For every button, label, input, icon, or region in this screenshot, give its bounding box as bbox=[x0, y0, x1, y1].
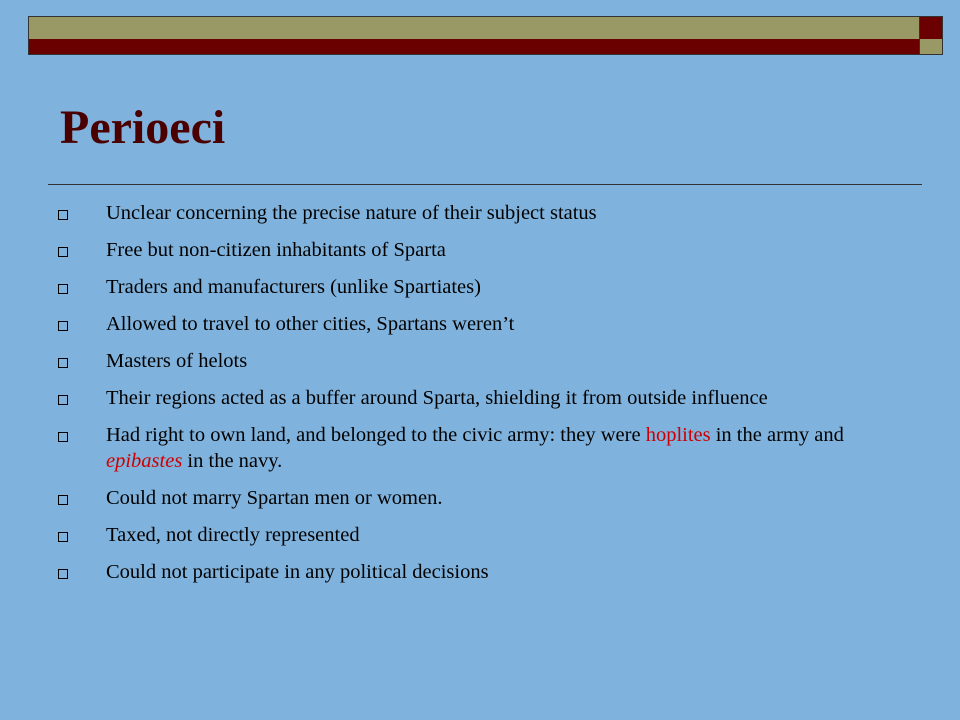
list-item bbox=[58, 422, 918, 474]
bullet-text-part: in the army and bbox=[710, 424, 844, 446]
list-item bbox=[58, 559, 918, 585]
header-bar-maroon bbox=[28, 39, 920, 55]
list-item bbox=[58, 385, 918, 411]
bullet-text-part: in the navy. bbox=[182, 450, 283, 472]
square-bullet-icon bbox=[58, 395, 68, 405]
title-divider bbox=[48, 184, 922, 185]
highlight-hoplites: hoplites bbox=[645, 424, 711, 446]
square-bullet-icon bbox=[58, 432, 68, 442]
square-bullet-icon bbox=[58, 247, 68, 257]
square-bullet-icon bbox=[58, 284, 68, 294]
bullet-text: Traders and manufacturers (unlike Spartiates) bbox=[106, 276, 481, 298]
square-bullet-icon bbox=[58, 210, 68, 220]
highlight-epibastes: epibastes bbox=[106, 450, 183, 472]
list-item bbox=[58, 348, 918, 374]
bullet-text-part: Had right to own land, and belonged to the civic army: they were bbox=[106, 424, 646, 446]
bullet-text: Could not participate in any political decisions bbox=[106, 561, 489, 583]
bullet-text: Could not marry Spartan men or women. bbox=[106, 487, 443, 509]
list-item bbox=[58, 274, 918, 300]
list-item bbox=[58, 311, 918, 337]
bullet-text: Allowed to travel to other cities, Spartans weren’t bbox=[106, 313, 515, 335]
bullet-text: Masters of helots bbox=[106, 350, 248, 372]
bullet-text: Unclear concerning the precise nature of their subject status bbox=[106, 202, 597, 224]
square-bullet-icon bbox=[58, 495, 68, 505]
bullet-text: Taxed, not directly represented bbox=[106, 524, 360, 546]
list-item bbox=[58, 200, 918, 226]
bullet-list bbox=[58, 200, 918, 596]
square-bullet-icon bbox=[58, 532, 68, 542]
corner-square-maroon bbox=[919, 16, 943, 40]
bullet-text: Free but non-citizen inhabitants of Sparta bbox=[106, 239, 446, 261]
slide-title: Perioeci bbox=[60, 101, 226, 154]
list-item bbox=[58, 522, 918, 548]
list-item bbox=[58, 485, 918, 511]
header-bar-olive bbox=[28, 16, 920, 40]
corner-square-olive bbox=[919, 39, 943, 55]
list-item bbox=[58, 237, 918, 263]
square-bullet-icon bbox=[58, 569, 68, 579]
bullet-text: Their regions acted as a buffer around Sparta, shielding it from outside influence bbox=[106, 387, 768, 409]
square-bullet-icon bbox=[58, 358, 68, 368]
square-bullet-icon bbox=[58, 321, 68, 331]
bullet-text bbox=[106, 424, 844, 472]
